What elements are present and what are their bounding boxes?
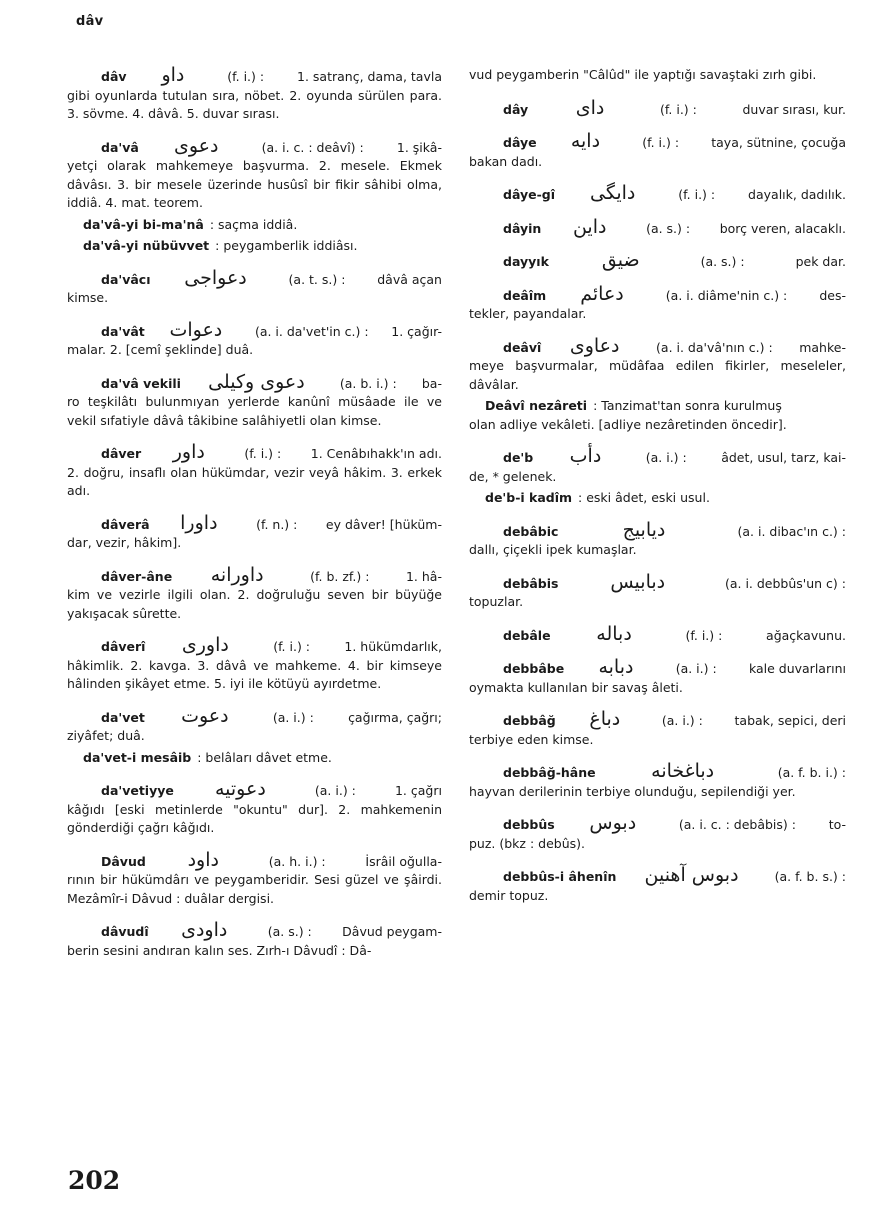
definition-start: des- <box>819 287 846 303</box>
definition-start: to- <box>828 817 846 832</box>
definition-text: olan adliye vekâleti. [adliye nezâretinden öncedir]. <box>469 416 787 432</box>
entry-head-line <box>67 780 442 801</box>
definition-start: 1. çağır- <box>391 323 442 339</box>
definition-start: âdet, usul, tarz, kai- <box>721 450 846 465</box>
arabic-script: داين <box>572 215 607 238</box>
definition-start: 1. şikâ- <box>396 139 442 155</box>
definition-text: de, * gelenek. <box>469 468 557 484</box>
arabic-script: داور <box>172 441 205 463</box>
grammar-note: (a. s.) : <box>700 254 745 269</box>
definition-start: taya, sütnine, çocuğa <box>711 135 846 150</box>
headword: dâye-gî <box>503 187 556 202</box>
dictionary-entry <box>469 570 846 612</box>
grammar-note: (f. b. zf.) : <box>310 568 370 584</box>
headword: debbûs <box>503 817 555 832</box>
entry-head-line <box>67 749 442 768</box>
arabic-script: ديابيج <box>622 518 666 541</box>
definition-text: gibi oyunlarda tutulan sıra, nöbet. 2. oyunda sürülen para. 3. sövme. 4. dâvâ. 5. duvar sırası. <box>67 87 442 121</box>
entry-head-line <box>469 762 846 783</box>
entry-head-line <box>67 848 442 872</box>
entry-head-line <box>469 622 846 646</box>
entry-head-line <box>469 397 846 416</box>
grammar-note: (a. s.) : <box>646 220 691 236</box>
entry-head-line <box>67 134 442 158</box>
headword: Deâvî nezâreti <box>485 398 588 413</box>
arabic-script: ضيق <box>601 249 640 271</box>
definition-start: İsrâil oğulla- <box>365 853 442 869</box>
dictionary-entry <box>67 134 442 213</box>
definition-start: ey dâver! [hüküm- <box>325 516 442 532</box>
dictionary-entry <box>469 658 846 697</box>
grammar-note: (f. i.) : <box>678 187 716 202</box>
definition-start: ba- <box>421 375 442 391</box>
arabic-script: داورى <box>181 634 229 656</box>
headword: da'vâ-yi bi-ma'nâ <box>83 216 204 232</box>
entry-head-line <box>469 710 846 731</box>
arabic-script: دباغخانه <box>651 760 715 782</box>
definition-start: pek dar. <box>795 254 846 269</box>
headword: dâver <box>101 446 142 461</box>
definition-text: kâğıdı [eski metinlerde "okuntu" dur]. 2. mahkemenin gönderdiği çağrı kâğıdı. <box>67 801 442 835</box>
definition-text: malar. 2. [cemî şeklinde] duâ. <box>67 342 254 357</box>
arabic-script: داود <box>187 848 219 871</box>
definition-start: çağırma, çağrı; <box>348 709 442 725</box>
arabic-script: دعاوى <box>569 334 620 357</box>
dictionary-entry <box>469 814 846 853</box>
definition-text: dallı, çiçekli ipek kumaşlar. <box>469 542 637 557</box>
headword: debbâğ <box>503 713 556 728</box>
dictionary-entry <box>67 921 442 960</box>
definition-start: 1. hâ- <box>405 568 442 584</box>
headword: debbâbe <box>503 661 565 676</box>
headword: de'b-i kadîm <box>485 490 573 505</box>
headword: dâverâ <box>101 516 150 532</box>
definition-start: : belâları dâvet etme. <box>197 749 332 765</box>
dictionary-entry <box>67 443 442 501</box>
arabic-script: دبوس <box>589 812 637 834</box>
entry-head-line <box>67 636 442 657</box>
definition-text: kimse. <box>67 290 109 305</box>
grammar-note: (f. i.) : <box>227 69 265 84</box>
headword: deâvî <box>503 339 542 355</box>
dictionary-entry <box>469 762 846 801</box>
arabic-script: دبابه <box>598 656 634 678</box>
definition-text: topuzlar. <box>469 594 524 609</box>
arabic-script: دعواجى <box>184 266 247 289</box>
definition-start: : eski âdet, eski usul. <box>578 490 710 505</box>
dictionary-entry <box>67 848 442 909</box>
headword: da'vât <box>101 323 145 339</box>
definition-start: kale duvarlarını <box>748 661 846 676</box>
definition-text: ziyâfet; duâ. <box>67 728 145 743</box>
sub-entry <box>67 749 442 768</box>
definition-start: 1. Cenâbıhakk'ın adı. <box>310 446 442 461</box>
headword: da'vâ vekili <box>101 375 181 391</box>
dictionary-entry <box>469 96 846 120</box>
headword: da'vetiyye <box>101 783 174 798</box>
entry-head-line <box>67 266 442 290</box>
grammar-note: (f. i.) : <box>660 101 697 117</box>
definition-text: ro teşkilâtı bulunmıyan yerlerde kanûnî müsâade ile ve vekil sıfatiyle dâvâ tâkibine salâhiyetli olan kimse. <box>67 394 442 428</box>
continuation-text: vud peygamberin "Câlûd" ile yaptığı savaştaki zırh gibi. <box>469 67 817 82</box>
entry-head-line <box>469 447 846 468</box>
dictionary-entry <box>469 132 846 171</box>
dictionary-entry <box>67 780 442 838</box>
arabic-script: دبابيس <box>610 570 666 593</box>
grammar-note: (f. i.) : <box>685 627 723 643</box>
grammar-note: (a. i.) : <box>675 661 717 676</box>
arabic-script: دعوى وكيلى <box>208 370 305 393</box>
grammar-note: (a. i.) : <box>645 450 687 465</box>
headword: debâle <box>503 627 551 643</box>
entry-head-line <box>469 658 846 679</box>
grammar-note: (a. i. c. : deâvî) : <box>261 139 364 155</box>
entry-head-line <box>469 215 846 239</box>
definition-text: yetçi olarak mahkemeye başvurma. 2. mesele. Ekmek dâvâsı. 3. bir mesele üzerinde husûsî bir fikir sâhibi olma, iddiâ. 4. mat. teorem. <box>67 158 442 210</box>
entry-head-line <box>469 132 846 153</box>
dictionary-entry <box>469 710 846 749</box>
headword: Dâvud <box>101 853 146 869</box>
definition-text: 2. doğru, insaflı olan hükümdar, vezir veyâ hâkim. 3. erkek adı. <box>67 464 442 498</box>
grammar-note: (a. b. i.) : <box>339 375 397 391</box>
dictionary-entry <box>469 334 846 395</box>
grammar-note: (f. i.) : <box>642 135 680 150</box>
headword: dâverî <box>101 639 146 654</box>
entry-head-line <box>469 251 846 272</box>
definition-text: rının bir hükümdârı ve peygamberidir. Sesi güzel ve şâirdi. Mezâmîr-i Dâvud : duâlar dergisi. <box>67 872 442 906</box>
arabic-script: دايگى <box>589 182 636 204</box>
dictionary-entry <box>469 282 846 324</box>
grammar-note: (a. i. c. : debâbis) : <box>678 817 796 832</box>
definition-start: tabak, sepici, deri <box>734 713 846 728</box>
headword: dâvudî <box>101 924 149 939</box>
grammar-note: (a. i. diâme'nin c.) : <box>665 287 788 303</box>
definition-text: dar, vezir, hâkim]. <box>67 535 182 550</box>
arabic-script: داى <box>575 96 605 119</box>
headword: debâbis <box>503 575 559 591</box>
headword: dâver-âne <box>101 568 173 584</box>
grammar-note: (a. i. debbûs'un c) : <box>724 575 846 591</box>
definition-start: 1. çağrı <box>394 783 442 798</box>
entry-head-line <box>67 370 442 394</box>
dictionary-entry <box>67 563 442 624</box>
definition-text: bakan dadı. <box>469 153 543 169</box>
arabic-script: داودى <box>181 919 228 941</box>
sub-entry <box>469 397 846 434</box>
dictionary-entry <box>469 622 846 646</box>
entry-head-line <box>67 511 442 535</box>
arabic-script: دعوت <box>181 704 229 727</box>
definition-start: mahke- <box>799 339 846 355</box>
definition-start: duvar sırası, kur. <box>742 101 846 117</box>
definition-start: 1. satranç, dama, tavla <box>297 69 442 84</box>
arabic-script: داورانه <box>210 563 264 586</box>
grammar-note: (f. n.) : <box>256 516 298 532</box>
headword: da'vet-i mesâib <box>83 749 192 765</box>
arabic-script: دأب <box>569 445 602 467</box>
arabic-script: داو <box>161 64 185 86</box>
headword: de'b <box>503 450 534 465</box>
entry-head-line <box>67 563 442 587</box>
grammar-note: (f. i.) : <box>273 639 311 654</box>
definition-start: : Tanzimat'tan sonra kurulmuş <box>593 398 782 413</box>
grammar-note: (a. f. b. i.) : <box>777 765 846 780</box>
grammar-note: (a. i. da'vet'in c.) : <box>254 323 369 339</box>
dictionary-entry <box>469 184 846 205</box>
definition-text: berin sesini andıran kalın ses. Zırh-ı Dâvudî : Dâ- <box>67 942 372 958</box>
definition-start: : saçma iddiâ. <box>209 216 298 232</box>
entry-head-line <box>469 866 846 887</box>
dictionary-entry <box>469 215 846 239</box>
grammar-note: (a. s.) : <box>267 924 312 939</box>
entry-head-line <box>469 570 846 594</box>
grammar-note: (a. i.) : <box>314 783 356 798</box>
definition-start: ağaçkavunu. <box>766 627 846 643</box>
headword: dây <box>503 101 529 117</box>
headword: debbûs-i âhenîn <box>503 869 617 884</box>
definition-start: dayalık, dadılık. <box>748 187 846 202</box>
entry-head-line <box>67 704 442 728</box>
grammar-note: (f. i.) : <box>244 446 282 461</box>
dictionary-entry <box>67 370 442 431</box>
arabic-script: دعوى <box>173 134 219 157</box>
definition-text: demir topuz. <box>469 887 549 903</box>
headword: deâîm <box>503 287 547 303</box>
arabic-script: دباله <box>596 622 632 645</box>
definition-start: 1. hükümdarlık, <box>344 639 442 654</box>
dictionary-entry <box>67 266 442 308</box>
grammar-note: (a. h. i.) : <box>268 853 326 869</box>
dictionary-entry <box>469 251 846 272</box>
entry-head-line <box>469 489 846 508</box>
left-column <box>67 66 442 973</box>
entry-head-line <box>67 443 442 464</box>
dictionary-entry <box>67 66 442 124</box>
headword: da'vet <box>101 709 145 725</box>
definition-text: puz. (bkz : debûs). <box>469 835 585 851</box>
entry-head-line <box>469 518 846 542</box>
entry-head-line <box>469 96 846 120</box>
definition-text: hayvan derilerinin terbiye olunduğu, sepilendiği yer. <box>469 783 796 799</box>
definition-text: meye başvurmalar, müdâfaa edilen fikirler, meseleler, dâvâlar. <box>469 358 846 392</box>
definition-text: tekler, payandalar. <box>469 306 587 321</box>
definition-text: terbiye eden kimse. <box>469 731 594 747</box>
grammar-note: (a. f. b. s.) : <box>774 869 846 884</box>
entry-head-line <box>469 184 846 205</box>
definition-start: dâvâ açan <box>377 271 442 287</box>
running-head: dâv <box>76 14 104 29</box>
headword: da'vâ <box>101 139 139 155</box>
definition-start: : peygamberlik iddiâsı. <box>215 238 358 253</box>
grammar-note: (a. i. da'vâ'nın c.) : <box>656 339 773 355</box>
arabic-script: دايه <box>570 130 601 152</box>
headword: da'vâ-yi nübüvvet <box>83 238 210 253</box>
grammar-note: (a. t. s.) : <box>288 271 346 287</box>
dictionary-entry <box>67 318 442 360</box>
headword: dâye <box>503 135 537 150</box>
definition-text: kim ve vezirle ilgili olan. 2. doğruluğu seven bir büyüğe yakışacak sûrette. <box>67 587 442 621</box>
headword: dayyık <box>503 254 549 269</box>
arabic-script: دعوات <box>169 318 223 341</box>
entry-head-line <box>67 318 442 342</box>
definition-text: hâkimlik. 2. kavga. 3. dâvâ ve mahkeme. 4. bir kimseye hâlinden şikâyet etme. 5. iyi ile kötüyü ayırdetme. <box>67 657 442 691</box>
sub-entry <box>469 489 846 508</box>
arabic-script: دعوتيه <box>214 778 266 800</box>
arabic-script: داورا <box>180 511 218 534</box>
dictionary-entry <box>469 518 846 560</box>
page-number: 202 <box>68 1166 121 1195</box>
definition-text: oymakta kullanılan bir savaş âleti. <box>469 679 683 695</box>
dictionary-entry <box>469 866 846 905</box>
definition-start: Dâvud peygam- <box>342 924 442 939</box>
sub-entry <box>67 216 442 235</box>
entry-head-line <box>469 282 846 306</box>
headword: dâyin <box>503 220 542 236</box>
headword: da'vâcı <box>101 271 151 287</box>
right-column <box>469 66 846 918</box>
grammar-note: (a. i. dibac'ın c.) : <box>737 523 846 539</box>
headword: dâv <box>101 69 127 84</box>
entry-head-line <box>67 66 442 87</box>
dictionary-entry <box>67 511 442 553</box>
entry-head-line <box>67 237 442 256</box>
entry-head-line <box>469 334 846 358</box>
entry-head-line <box>469 814 846 835</box>
dictionary-entry <box>67 636 442 694</box>
arabic-script: دباغ <box>589 708 621 730</box>
definition-start: borç veren, alacaklı. <box>719 220 846 236</box>
dictionary-entry <box>469 447 846 486</box>
entry-head-line <box>67 216 442 235</box>
entry-head-line <box>67 921 442 942</box>
dictionary-entry <box>67 704 442 746</box>
headword: debâbic <box>503 523 559 539</box>
grammar-note: (a. i.) : <box>661 713 703 728</box>
arabic-script: دبوس آهنين <box>644 864 739 886</box>
arabic-script: دعائم <box>580 282 624 305</box>
grammar-note: (a. i.) : <box>272 709 314 725</box>
headword: debbâğ-hâne <box>503 765 596 780</box>
sub-entry <box>67 237 442 256</box>
